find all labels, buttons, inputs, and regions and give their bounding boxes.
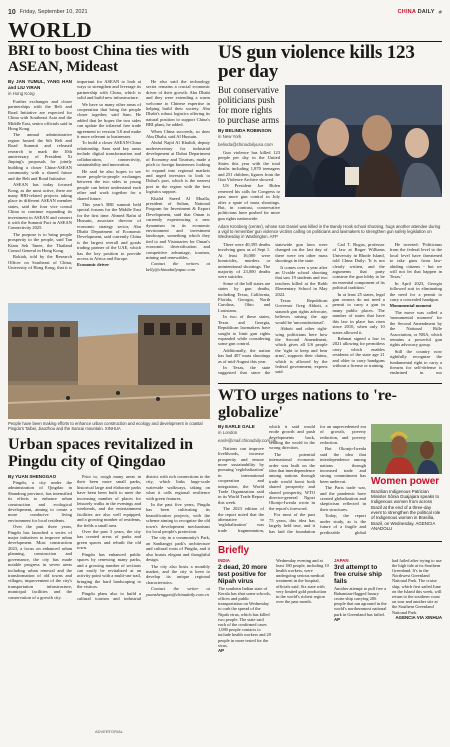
briefly-headline: 3rd attempt to free cruise ship fails [333, 563, 383, 585]
bri-para: We have so many other areas of cooperation that bring the people closer together, said Sam. He added that he hopes the two sides can update the trilateral free trade agreement to version 3.0 and make it more relevant to businesses. [77, 101, 141, 140]
briefly-agency: AGENCIA VIA XINHUA [395, 614, 442, 620]
briefly-title: Briefly [218, 544, 250, 556]
bri-headline: BRI to boost China ties with ASEAN, Mideast [8, 43, 190, 75]
wto-body [218, 424, 366, 538]
wto-para: The Paris trade war, and the pandemic have created globalization and skepticism reflected in their structures. [320, 485, 366, 512]
briefly-item [276, 558, 329, 654]
gun-deck: But conservative politicians push for more rights to purchase arms [218, 85, 279, 125]
wto-headline: WTO urges nations to 're-globalize' [218, 386, 397, 421]
bri-para: The annual administrative region hosted the 6th Belt and Road Summit and released research to mark the 10th anniversary of President Xi Jinping's proposals for jointly building a closer China-ASEAN community with a shared future and the Belt and Road Initiative. [8, 132, 72, 181]
advertorial-label: ADVERTORIAL [94, 729, 124, 734]
pingdu-photo-caption: People have been making efforts to enhance urban construction and ecology and development in coastal Pingdu's Taibei, Jiaozhou and the Sancai mountain. XINHUA [8, 421, 203, 431]
bri-article [8, 43, 210, 299]
gun-para: In Texas, the state suggested that since the statewide gun laws were changed on the last day of there were ten other mass shootings in the state. [218, 242, 328, 376]
gun-subhead: Monumental moment [389, 303, 432, 309]
bri-para: Further exchanges and closer partnerships with the Belt and Road Initiative are expected for China with Southeast Asia and the Middle East, senior officials said in Hong Kong. [8, 99, 72, 132]
gun-para: It comes over a year after an Uvalde school shooting that saw 19 students and two teachers killed at the Robb Elementary School in May 2022. [275, 264, 328, 297]
women-power-photo [371, 424, 442, 474]
bri-para: He also said the technology sector remains a crucial economic driver of their growth. Abu Dhabi and they were extending a warm welcome to Chinese expertise in helping build their society. Abu Dhabi's robust logistics offering its natural position to support China's BRI plans, he added. [146, 79, 210, 128]
vigil-photo [285, 85, 442, 197]
bri-location: in Hong Kong [8, 91, 35, 96]
women-power-box [371, 424, 442, 538]
briefly-text: Wednesday evening and at least 180 people, including 10 health workers, were undergoing serious medical treatment in the hospital, officials said. Six state with very limited gold production in the world's richest region over the past month. [275, 557, 329, 605]
gun-para: The move was called a 'monumental moment' for the Second Amendment by the National Rifle Association, or NRA, which remains a powerful gun rights advocacy group. [389, 309, 442, 348]
publication-date: Friday, September 10, 2021 [19, 9, 88, 15]
wto-byline: By EARLE GALE [218, 423, 255, 429]
urban-byline: By YUAN SHENGGAO [8, 474, 57, 479]
bri-para: The purpose is to bring people prosperity to the people, said Tan Kiam Sek Tanee, the Thailand Consul General in Hong Kong. [8, 231, 72, 253]
gun-para: He tweeted: 'Politicians from the federal level to the local level have threatened to take guns from law-abiding citizens - but we will not let that happen in Texas.' [389, 242, 442, 280]
wto-block [218, 424, 442, 538]
urban-para: The city also hosts a monthly market, and the city is keen to develop its unique regional characteristics. [146, 563, 210, 585]
gun-headline: US gun violence kills 123 per day [218, 42, 415, 82]
wto-email: earle@mail.chinadaily.com.uk [218, 437, 277, 443]
urban-contact: Contact the writer at yuanshenggao@chinadaily.com.cn [146, 586, 210, 597]
gun-deck-column [218, 85, 280, 222]
urban-para: Prior to, rough many areas in their been more small parks, historical large and elaborate parks have been been built to meet the increasing number of places for leisurely walks in the evenings and weekends, and the entertainment facilities are also well equipped, and a growing number of residents, the fields a small area. [77, 474, 141, 528]
wto-para: The 2023 edition of the report noted that the alternative to 'reglobalization' was trade fragmentation, which it said would erode growth and push developments back, sending the world in the wrong direction. [218, 423, 315, 533]
section-title: WORLD [8, 18, 93, 42]
briefly-text: The southern Indian state of Kerala has shut some schools, offices and public transportation on Wednesday to curb the spread of the Nipah virus, which has killed two people. The state said each of the confirmed cases 1,080 people contacts to include health workers and 20 people in more tested for the virus. [218, 585, 271, 648]
gun-email: belinda@chinadailyusa.com [218, 142, 273, 147]
urban-para: Over the past 3 years, the city has created areas of parks and green spaces and rebuilt the old town. [77, 529, 141, 551]
gun-intro-body [218, 150, 280, 222]
bri-body [8, 79, 210, 272]
gun-body [218, 242, 442, 380]
briefly-block [218, 558, 442, 654]
wto-para: The potential international economic order was built on the idea that interdependence among nations through trade would boost both shared prosperity and shared prosperity, WTO director-general Ngozi Okonjo-Iweala wrote in the report's foreword. [269, 451, 315, 511]
briefly-item [392, 558, 442, 654]
urban-para: Pingdu, a city under the administration of Qingdao in Shandong province, has intensified its efforts to enhance urban construction and ecological development, aiming to create a more conducive living environment for local residents. [8, 480, 72, 523]
bri-para: Khalid Saeed Al Mualla, president of Sultan, National Program for Investment & Export Development, said that Oman is currently experiencing a new dynamism in its economic environment and investment landscape, something which they tied to and Visionaries for Oman's economic diversification and competitive advantage, tourism, mining and renewables. [146, 195, 210, 260]
wto-para: Nations can improve livelihoods, increase prosperity and ensure more sustainability by pursuing 'reglobalization' in international cooperation and integration, the World Trade Organization said in its World Trade Report this week. [218, 445, 264, 505]
briefly-agency: AP [218, 648, 225, 654]
urban-body [8, 474, 210, 601]
wto-para: But Okonjo-Iweala said the idea that interdependence among nations through increased trade and strong commitment has been undercut. [320, 446, 366, 484]
bri-para: Rokiah, told by the Research Officer on Southeast of China, University of Hong Kong, that it is important for ASEAN to look at ways to strengthen and leverage its partnership with China, which is solid and build new infrastructure. [8, 79, 141, 271]
gun-byline: By BELINDA ROBINSON [218, 128, 272, 133]
bri-para: This year's BRI summit held special forums for the Middle East for the first time. Ahmed Rafat al Hussain, associate director of economic strategy sector, Abu Dhabi Department of Economic Development, said currently China is the largest overall and goods trading partner of the UAE, which has the key position to provide access to Africa and Europe. [77, 201, 141, 261]
right-column [218, 43, 442, 654]
gun-para: Some of the bill states are states by gun deaths, including Texas, California, Florida, Georgia, North Carolina, Ohio and Louisiana. [218, 280, 271, 313]
wto-para: For most of the past 75 years, this idea has largely held true, and it has laid the foundation for an unprecedented era of growth, poverty reduction, and poverty reduction. [269, 423, 366, 534]
gun-para: Rahmat signed a law in 2021 allowing for permitless carry which enables residents of the state age 21 and older to carry handguns without a license or training. [332, 335, 385, 368]
gun-para: Carl T. Bogus, professor of law at Roger Williams University in Rhode Island, told China Daily: 'It is not clearly written, and the arguments that party construe the gun lobby to be an essential component of its political tradition.' [332, 242, 385, 291]
gun-para: Texas Republican Governor Greg Abbott, a staunch gun rights advocate, believes raising the age would be 'unconstitutional'. [275, 298, 328, 325]
bri-para: Abdul Najid Al Khalidi, deputy undersecretary for industrial development at Dubai Department of Economy and Tourism, made a pitch to foreign businesses looking to expand into regional markets and urged investors to look to Dubai's port, which is the nearest port in the region with the best logistics support. [146, 140, 210, 195]
vigil-caption: Adam Kronberg (center), whose son Daniel was killed in the Bandy Hook school shooting, hugs another attendee during a vigil to remember gun violence victims calling on politicians and lawmakers to strengthen gun safety legislation on Wednesday in Washington. AFP [218, 224, 441, 239]
briefly-item [218, 558, 271, 654]
women-power-title: Women power [371, 475, 440, 487]
section-header [8, 18, 442, 42]
bri-byline: By JAN YUMUL, YANG HAN and LIU YIRAN [8, 79, 72, 90]
gun-para: US President Joe Biden renewed his calls for Congress to pass more gun control in July after a spate of mass shootings. But, in contrast, conservative politicians have pushed for more gun rights nationwide. [218, 183, 280, 221]
gun-para: In at least 25 states, legal gun owners do not need a permit to carry a gun in many public places. The number of states that have this law in place has risen since 2010, when only 10 states allowed it. [332, 291, 385, 335]
briefly-agency: AP [333, 616, 341, 622]
briefly-text: had failed after trying to use the high tide at its Southern Greenland. It's in the Northwest Greenland National Park. The cruise ship, which first sailed June on the Island this week, will return to the southern coast on tour and another site at the Southern Greenland National Park. [391, 557, 442, 615]
vigil-image [285, 85, 442, 197]
bri-para: He said he also hopes to see more people-to-people exchanges between the two sides to young people can better understand each other and work together for a shared future. [77, 168, 141, 201]
briefly-item [334, 558, 387, 654]
gun-body-block [218, 242, 442, 380]
gun-para: Abbott and other right-wing politicians here how the Second Amendment, which gives all US people the 'right to keep and bear arms', supports their claims, which is allowed by the federal government, experts said. [275, 326, 328, 375]
pingdu-photo [8, 303, 210, 419]
divider [218, 383, 442, 384]
page-header [8, 6, 442, 18]
briefly-headline: 2 dead, 20 more test positive for Nipah virus [218, 563, 268, 585]
wto-para: Today, the report under study, as is the future of a fragile and predictable global [320, 513, 366, 535]
masthead-small [398, 9, 442, 15]
briefly-region: JAPAN [333, 557, 349, 563]
masthead-prefix: CHINA [397, 9, 416, 15]
gun-para: In two of these states, Texas and Georgia, Republican lawmakers have sought to limit gun rights expanded while considering some gun control. [218, 314, 271, 347]
urban-para: Pingdu plans also to build a cultural tourism and industrial district with rich connections to the city, which links large-scale waterside walkways, taking on what it calls regional resilience with green features. [77, 474, 210, 601]
pingdu-street-image [8, 303, 210, 419]
briefly-text: Another attempt to pull free a Bahamian-flagged luxury cruise ship carrying 206 people that ran aground in the world's northernmost national park in Greenland has failed. [333, 585, 387, 617]
urban-para: Over the past three years, Pingdu has launched a series of major initiatives to improve urban development. Most construction 2023, a focus on enhanced urban planning, construction and governance, the city has made notable progress in seven areas including urban renewal and the transformation of old towns and villages, improvement of the city's transportation infrastructure, municipal facilities and the conservation of a growth city. [8, 524, 72, 600]
briefly-region: INDIA [218, 557, 230, 563]
gun-top-block [218, 85, 442, 222]
wto-location: in London [218, 429, 238, 435]
masthead-suffix: DAILY [417, 9, 435, 15]
urban-headline: Urban spaces revitalized in Pingdu city of Qingdao [8, 436, 194, 470]
urban-para: The city in a community's Park, an Sanliangyi park's architecture and cultural roots of Pingdu, and it also boasts elegant and thoughtful design. [146, 535, 210, 563]
left-column [8, 43, 210, 734]
gun-para: Still the country now rightfully recognize the fundamental right to carry a firearm for self-defense is enshrined in our [389, 348, 442, 376]
bri-para: To build a closer ASEAN-China relationship, Sam said key areas include digital transformation and collaboration, connectivity, sustainability and innovation. [77, 140, 141, 168]
divider [218, 541, 442, 542]
women-power-image [371, 424, 442, 474]
urban-para: In the past five years, Pingdu has been cultivating its beautification projects, with the scheme aiming to recognize the old town's development mechanisms for local people's protection. [146, 502, 210, 535]
gun-location: in New York [218, 134, 242, 139]
gun-para: In April 2023, Georgia followed suit in eliminating the need for a permit to carry a concealed handgun. [389, 280, 442, 303]
women-power-text: Brazilian Indigenous Patrician Minister Sônia Guajajara speaks to Indigenous women from across Brazil at the end of a three-day event to strengthen the political role of Indigenous women in Brasília, Brazil, on Wednesday. AGENCIA ANADOLU [371, 488, 441, 531]
gun-para: Additionally, the nation has had 407 mass shootings as of mid-August this year. [218, 347, 271, 364]
bri-para: ASEAN has today focused Kong, as the most active, there are many BRI-related projects taking place in different ASEAN member states, said the four vice consul China to continue expanding its investment in ASEAN and connect it with the Summit Pact in ASEAN Connectivity 2025. [8, 182, 72, 231]
gun-para: Gun violence has killed 123 people per day in the United States this year with the total deaths including 1,870 teenagers and 251 children, figures from the Gun Violence Archive showed. [218, 150, 280, 183]
globe-icon: ◉ [438, 9, 442, 14]
urban-para: Pingdu has enhanced public spaces by renewing many parks, and a growing number of sections can easily be revitalized at an activity point with a multi-use trail, bringing the hard landscaping to the visitors. [77, 551, 141, 590]
gun-photo-column [285, 85, 442, 222]
bri-contact: Contact the writers at kelly@chinadailyapac.com [146, 261, 210, 272]
gun-para: There were 40,395 deaths involving guns as of Sept 1. At least 16,000 were homicides, murders or unintentional shootings. The majority of 23,000 deaths were suicides. [218, 242, 271, 280]
bri-subhead: Economic driver [77, 262, 110, 268]
bri-para: When China succeeds, so does Abu Dhabi, said Al Hussain. [146, 128, 210, 140]
urban-article [8, 436, 210, 728]
page-number: 10 [8, 8, 16, 16]
